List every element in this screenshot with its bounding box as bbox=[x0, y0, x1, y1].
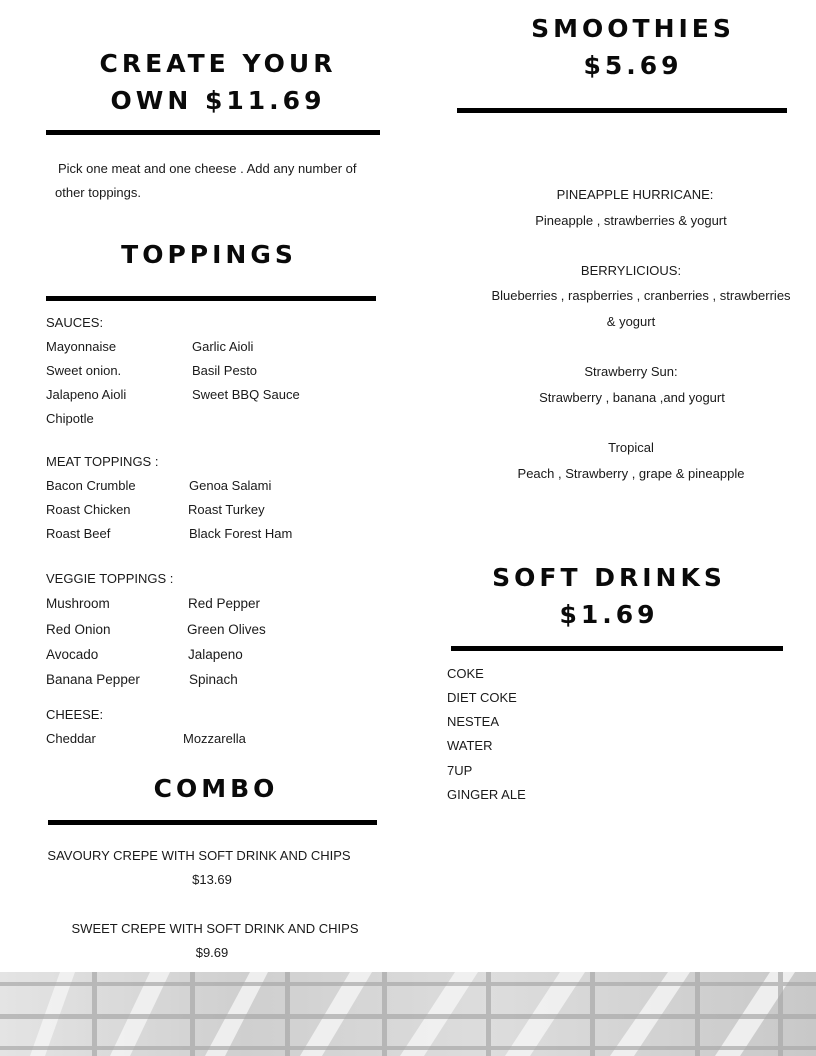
meat-item: Roast Turkey bbox=[188, 502, 265, 517]
create-heading-line1: CREATE YOUR bbox=[99, 49, 337, 78]
soft-drinks-heading-line1: SOFT DRINKS bbox=[492, 563, 726, 592]
create-your-own-heading bbox=[46, 45, 390, 119]
sauces-label: SAUCES: bbox=[46, 315, 104, 330]
smoothie-name: PINEAPPLE HURRICANE: bbox=[556, 187, 714, 202]
cheese-label: CHEESE: bbox=[46, 707, 104, 722]
create-divider bbox=[46, 130, 380, 135]
sauce-item: Mayonnaise bbox=[46, 339, 117, 354]
combo-item-price: $13.69 bbox=[192, 872, 232, 887]
drink-item: DIET COKE bbox=[447, 690, 517, 705]
meat-item: Roast Beef bbox=[46, 526, 111, 541]
smoothie-desc: Blueberries , raspberries , cranberries , strawberries bbox=[491, 288, 791, 303]
smoothie-name: Strawberry Sun: bbox=[584, 364, 678, 379]
create-heading-price: OWN $11.69 bbox=[110, 86, 326, 115]
combo-item-price: $9.69 bbox=[195, 945, 229, 960]
soft-drinks-heading-price: $1.69 bbox=[559, 600, 659, 629]
cheese-item: Cheddar bbox=[46, 731, 96, 746]
veggie-item: Green Olives bbox=[187, 622, 266, 637]
building-facade-graphic bbox=[0, 972, 816, 1056]
veggie-item: Red Onion bbox=[46, 622, 111, 637]
soft-drinks-divider bbox=[451, 646, 783, 651]
sauce-item: Chipotle bbox=[46, 411, 94, 426]
smoothies-heading-line1: SMOOTHIES bbox=[531, 14, 735, 43]
drink-item: GINGER ALE bbox=[447, 787, 526, 802]
smoothie-desc: & yogurt bbox=[606, 314, 656, 329]
combo-heading: COMBO bbox=[153, 774, 279, 803]
drink-item: COKE bbox=[447, 666, 484, 681]
meat-label: MEAT TOPPINGS : bbox=[46, 454, 159, 469]
footer-building-image bbox=[0, 972, 816, 1056]
smoothie-desc: Pineapple , strawberries & yogurt bbox=[535, 213, 727, 228]
smoothie-name: Tropical bbox=[608, 440, 654, 455]
combo-item-name: SWEET CREPE WITH SOFT DRINK AND CHIPS bbox=[71, 921, 359, 936]
smoothies-heading bbox=[458, 10, 808, 84]
cheese-item: Mozzarella bbox=[183, 731, 246, 746]
veggie-item: Banana Pepper bbox=[46, 672, 140, 687]
toppings-divider bbox=[46, 296, 376, 301]
meat-item: Roast Chicken bbox=[46, 502, 131, 517]
smoothie-desc: Strawberry , banana ,and yogurt bbox=[539, 390, 725, 405]
sauce-item: Jalapeno Aioli bbox=[46, 387, 127, 402]
sauce-item: Basil Pesto bbox=[192, 363, 258, 378]
smoothies-divider bbox=[457, 108, 787, 113]
veggie-item: Mushroom bbox=[46, 596, 110, 611]
smoothies-heading-price: $5.69 bbox=[583, 51, 683, 80]
toppings-heading: TOPPINGS bbox=[121, 240, 297, 269]
smoothie-desc: Peach , Strawberry , grape & pineapple bbox=[517, 466, 745, 481]
instructions-line2: other toppings. bbox=[55, 185, 142, 200]
soft-drinks-heading bbox=[440, 559, 778, 633]
veggie-label: VEGGIE TOPPINGS : bbox=[46, 571, 174, 586]
sauce-item: Sweet BBQ Sauce bbox=[192, 387, 300, 402]
create-instructions bbox=[58, 157, 356, 181]
meat-item: Bacon Crumble bbox=[46, 478, 136, 493]
sauce-item: Sweet onion. bbox=[46, 363, 122, 378]
veggie-item: Spinach bbox=[189, 672, 238, 687]
combo-item-name: SAVOURY CREPE WITH SOFT DRINK AND CHIPS bbox=[47, 848, 351, 863]
drink-item: NESTEA bbox=[447, 714, 500, 729]
meat-item: Genoa Salami bbox=[189, 478, 272, 493]
combo-divider bbox=[48, 820, 377, 825]
create-instructions-cont bbox=[55, 181, 141, 205]
veggie-item: Avocado bbox=[46, 647, 99, 662]
sauce-item: Garlic Aioli bbox=[192, 339, 254, 354]
meat-item: Black Forest Ham bbox=[189, 526, 293, 541]
drink-item: 7UP bbox=[447, 763, 473, 778]
veggie-item: Jalapeno bbox=[188, 647, 243, 662]
instructions-line1: Pick one meat and one cheese . Add any number of bbox=[58, 161, 357, 176]
smoothie-name: BERRYLICIOUS: bbox=[580, 263, 682, 278]
veggie-item: Red Pepper bbox=[188, 596, 261, 611]
drink-item: WATER bbox=[447, 738, 493, 753]
